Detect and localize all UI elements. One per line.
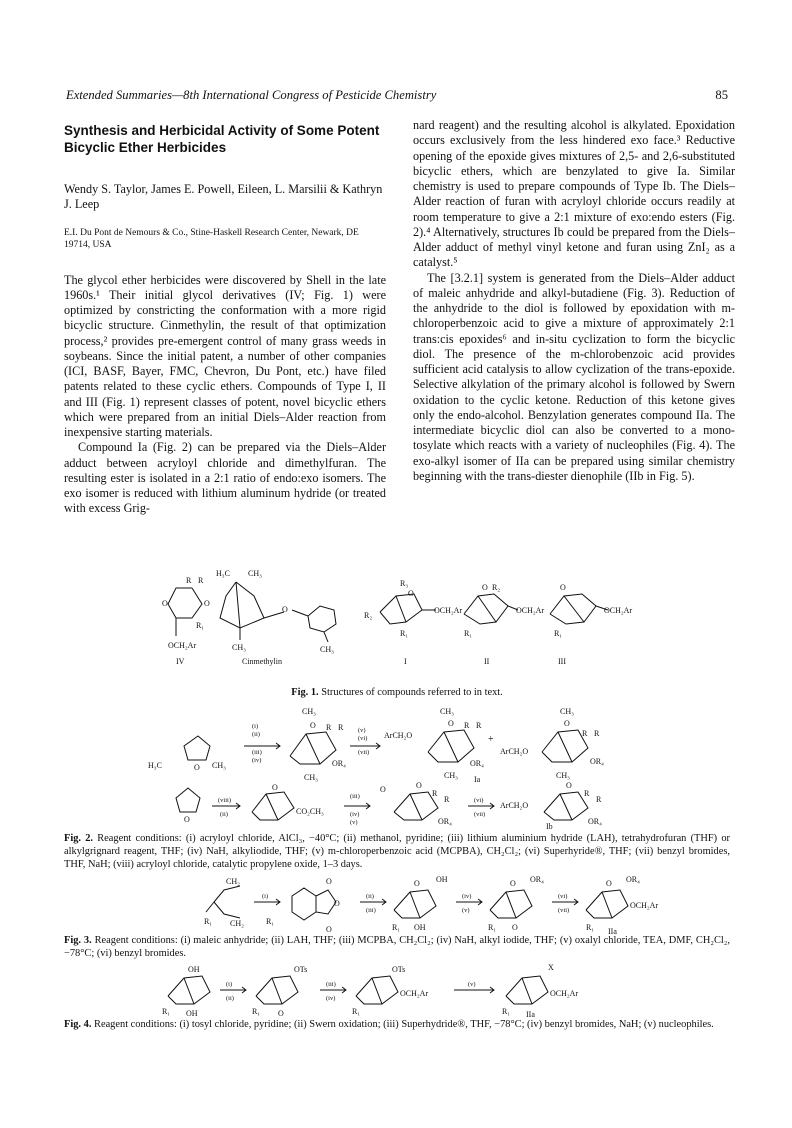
- label-r2: R₂: [492, 583, 501, 592]
- structure-label: (vi): [558, 893, 568, 900]
- figure-4-caption: [64, 1018, 730, 1031]
- compound-i-structure: [364, 579, 462, 666]
- structure-label: CH₃: [212, 761, 226, 770]
- label-och2ar: OCH₂Ar: [434, 606, 463, 615]
- label-och2ar: OCH₂Ar: [516, 606, 545, 615]
- caption-text: Reagent conditions: (i) maleic anhydride; (ii) LAH, THF; (iii) MCPBA, CH₂Cl₂; (iv) NaH, alkyl iodide, THF; (v) oxalyl chloride, TEA, DMF, CH₂Cl₂, −78°C; (vi) benzyl bromides.: [64, 935, 730, 959]
- structure-label: (i): [262, 893, 269, 900]
- page-number: 85: [715, 88, 728, 102]
- structure-label: R₁: [252, 1007, 261, 1016]
- structure-label: (iii): [252, 749, 262, 756]
- structure-label: (iii): [350, 793, 360, 800]
- structure-label: (ii): [226, 995, 234, 1002]
- caption-label: Fig. 3.: [64, 935, 92, 946]
- structure-label: R: [584, 789, 590, 798]
- structure-label: (iii): [326, 981, 336, 988]
- caption-label: Fig. 2.: [64, 833, 94, 844]
- figure-2-caption: [64, 832, 730, 871]
- structure-label: (ii): [220, 811, 228, 818]
- structure-label: ArCH₂O: [500, 747, 529, 756]
- label-o: O: [482, 583, 488, 592]
- structure-label: O: [448, 719, 454, 728]
- structure-label: R₁: [392, 923, 401, 932]
- structure-label: (i): [252, 723, 259, 730]
- structure-label: CH₃: [440, 707, 454, 716]
- structure-label: O: [510, 879, 516, 888]
- structure-label: R₁: [488, 923, 497, 932]
- running-title: Extended Summaries—8th International Congress of Pesticide Chemistry: [66, 88, 437, 102]
- body-paragraph: The [3.2.1] system is generated from the Diels–Alder adduct of maleic anhydride and alkyl-butadiene (Fig. 3). Reduction of the anhydride to the diol is followed by epoxidation with m-chloroperbenzoic acid to give a mixture of approximately 2:1 trans:cis epoxides⁶ and in-situ cyclization to form the bicyclic diol. The presence of the m-chlorobenzoic acid provides sufficient acid catalysis to allow cyclization of the trans-epoxide. Selective alkylation of the primary alcohol is followed by Swern oxidation to the cyclic ketone. Reduction of this ketone gives only the endo-alcohol. Benzylation generates compound IIa. The intermediate bicyclic diol can also be converted to a mono-tosylate which reacts with a variety of nucleophiles (Fig. 4). The exo-alkyl isomer of IIa can be prepared using similar chemistry beginning with the trans-diester dienophile (IIb in Fig. 5).: [413, 270, 735, 483]
- structure-label: +: [488, 734, 494, 745]
- caption-label: Fig. 4.: [64, 1019, 92, 1030]
- label-iii: III: [558, 657, 566, 666]
- structure-label: O: [310, 721, 316, 730]
- label-r1: R₁: [400, 629, 409, 638]
- structure-label: R: [432, 789, 438, 798]
- structure-label: R₁: [162, 1007, 171, 1016]
- structure-label: O: [326, 925, 332, 934]
- structure-label: CH₃: [444, 771, 458, 780]
- structure-label: R₁: [204, 917, 213, 926]
- compound-ii-structure: [464, 583, 544, 666]
- structure-label: OH: [436, 875, 448, 884]
- label-ii: II: [484, 657, 490, 666]
- structure-label: CH₃: [302, 707, 316, 716]
- structure-label: O: [566, 781, 572, 790]
- figure-2-ib-label: [64, 819, 730, 831]
- author-list: Wendy S. Taylor, James E. Powell, Eileen, L. Marsilii & Kathryn J. Leep: [64, 182, 383, 212]
- label-r3: R₃: [400, 579, 409, 588]
- structure-label: (vi): [474, 797, 484, 804]
- structure-label: R₁: [352, 1007, 361, 1016]
- label-r: R: [186, 576, 192, 585]
- label-o: O: [408, 589, 414, 598]
- structure-label: (iv): [252, 757, 262, 764]
- structure-label: OH: [414, 923, 426, 932]
- structure-label: O: [380, 785, 386, 794]
- structure-label: OR₄: [626, 875, 640, 884]
- caption-text: Reagent conditions: (i) tosyl chloride, pyridine; (ii) Swern oxidation; (iii) Superhydride®, THF, −78°C; (iv) benzyl bromides, NaH; (v) nucleophiles.: [94, 1019, 714, 1030]
- structure-label: H₃C: [148, 761, 162, 770]
- structure-label: OH: [188, 965, 200, 974]
- structure-label: O: [278, 1009, 284, 1018]
- structure-label: OR₄: [530, 875, 544, 884]
- structure-label: (v): [358, 727, 366, 734]
- structure-label: O: [606, 879, 612, 888]
- structure-label: OR₄: [470, 759, 484, 768]
- structure-label: R₁: [266, 917, 275, 926]
- caption-text: Structures of compounds referred to in text.: [321, 687, 503, 698]
- cinmethylin-structure: [216, 569, 336, 666]
- structure-label: (iv): [350, 811, 360, 818]
- structure-label: R: [444, 795, 450, 804]
- label-r: R: [198, 576, 204, 585]
- figure-4-scheme: [64, 962, 730, 1018]
- structure-label: R: [476, 721, 482, 730]
- label-och2ar: OCH₂Ar: [168, 641, 197, 650]
- label-ch3: CH₃: [232, 643, 246, 652]
- structure-label: OCH₂Ar: [550, 989, 579, 998]
- label-r1: R₁: [464, 629, 473, 638]
- structure-label: OTs: [294, 965, 308, 974]
- figure-3-caption: [64, 934, 730, 960]
- structure-label: CO₂CH₃: [296, 807, 324, 816]
- label-i: I: [404, 657, 407, 666]
- structure-label: O: [184, 815, 190, 824]
- label-o: O: [162, 599, 168, 608]
- affiliation: E.I. Du Pont de Nemours & Co., Stine-Haskell Research Center, Newark, DE 19714, USA: [64, 227, 359, 250]
- caption-text: Reagent conditions: (i) acryloyl chloride, AlCl₃, −40°C; (ii) methanol, pyridine; (iii) lithium aluminium hydride (LAH), tetrahydrofuran (THF) or alkylgrignard reagent, THF; (iv) NaH, alkyliodide, THF; (v) m-chloroperbenzoic acid (MCPBA), CH₂Cl₂; (vi) Superhyride®, THF; (vii) benzyl bromides, THF, NaH; (viii) acryloyl chloride, catalytic propylene oxide, 1–3 days.: [64, 833, 730, 870]
- structure-label: (vii): [474, 811, 486, 818]
- structure-label: R: [582, 729, 588, 738]
- label-ch3: CH₃: [248, 569, 262, 578]
- structure-label: (viii): [218, 797, 231, 804]
- structure-label: R: [338, 723, 344, 732]
- structure-label: ArCH₂O: [384, 731, 413, 740]
- structure-label: O: [194, 763, 200, 772]
- structure-label: R: [594, 729, 600, 738]
- structure-label: CH₃: [560, 707, 574, 716]
- figure-1-structures: [64, 566, 730, 686]
- label-r2: R₂: [364, 611, 373, 620]
- structure-label: CH₃: [556, 771, 570, 780]
- structure-label: OR₄: [332, 759, 346, 768]
- structure-label: O: [414, 879, 420, 888]
- label-o: O: [282, 605, 288, 614]
- figure-2-scheme: [64, 702, 730, 830]
- structure-label: O: [326, 877, 332, 886]
- structure-label: O: [416, 781, 422, 790]
- structure-label: OH: [186, 1009, 198, 1018]
- label-iia: IIa: [608, 927, 617, 936]
- figure-3-scheme: [64, 872, 730, 936]
- structure-label: ArCH₂O: [500, 801, 529, 810]
- structure-label: (vi): [358, 735, 368, 742]
- label-iia: IIa: [526, 1010, 535, 1018]
- structure-label: OR₄: [588, 817, 602, 826]
- structure-label: (v): [462, 907, 470, 914]
- structure-label: O: [272, 783, 278, 792]
- structure-label: (v): [350, 819, 358, 826]
- left-column: [64, 118, 386, 517]
- label-och2ar: OCH₂Ar: [604, 606, 633, 615]
- structure-label: R₁: [502, 1007, 511, 1016]
- label-r1: R₁: [554, 629, 563, 638]
- label-o: O: [204, 599, 210, 608]
- label-iv: IV: [176, 657, 185, 666]
- structure-label: OR₄: [590, 757, 604, 766]
- body-paragraph: nard reagent) and the resulting alcohol is alkylated. Epoxidation occurs exclusively from the less hindered exo face.³ Reductive opening of the epoxide gives mixtures of 2,5- and 2,6-substituted bicyclic ethers, which are benzylated to give Ia. Similar chemistry is used to prepare compounds of Type Ib. The Diels–Alder reaction of furan with acryloyl chloride occurs readily at room temperature to give a 2:1 mixture of exo:endo esters (Fig. 2).⁴ Alternatively, structures Ib could be prepared from the Diels–Alder adduct of methyl vinyl ketone and furan using ZnI₂ as a catalyst.⁵: [413, 118, 735, 270]
- figure-1-caption: [64, 686, 730, 699]
- body-paragraph: Compound Ia (Fig. 2) can be prepared via the Diels–Alder adduct between acryloyl chloride and dimethylfuran. The resulting ester is isolated in a 2:1 ratio of endo:exo isomers. The exo isomer is reduced with lithium aluminum hydride (or treated with excess Grig-: [64, 440, 386, 516]
- structure-label: CH₂: [226, 877, 240, 886]
- structure-label: CH₃: [304, 773, 318, 782]
- structure-label: (i): [226, 981, 233, 988]
- structure-label: (ii): [252, 731, 260, 738]
- label-ib: Ib: [546, 822, 553, 831]
- structure-label: O: [564, 719, 570, 728]
- structure-label: (vii): [558, 907, 570, 914]
- label-cinmethylin: Cinmethylin: [242, 657, 282, 666]
- article-title: Synthesis and Herbicidal Activity of Some Potent Bicyclic Ether Herbicides: [64, 123, 380, 155]
- structure-label: CH₂: [230, 919, 244, 928]
- structure-label: R₁: [586, 923, 595, 932]
- structure-label: X: [548, 963, 554, 972]
- structure-label: R: [464, 721, 470, 730]
- structure-label: (iv): [462, 893, 472, 900]
- compound-iii-structure: [550, 583, 632, 666]
- structure-label: (v): [468, 981, 476, 988]
- right-column: [413, 118, 735, 484]
- structure-label: O: [512, 923, 518, 932]
- caption-label: Fig. 1.: [291, 687, 319, 698]
- structure-label: R: [596, 795, 602, 804]
- structure-label: O: [334, 899, 340, 908]
- structure-label: (iii): [366, 907, 376, 914]
- compound-iv-structure: [162, 576, 210, 666]
- structure-label: OR₄: [438, 817, 452, 826]
- structure-label: (ii): [366, 893, 374, 900]
- structure-label: (vii): [358, 749, 370, 756]
- label-ia: Ia: [474, 775, 481, 784]
- structure-label: OTs: [392, 965, 406, 974]
- label-r1: R₁: [196, 621, 205, 630]
- structure-label: R: [326, 723, 332, 732]
- structure-label: OCH₂Ar: [400, 989, 429, 998]
- label-o: O: [560, 583, 566, 592]
- structure-label: OCH₂Ar: [630, 901, 659, 910]
- running-header: [66, 88, 728, 103]
- body-paragraph: The glycol ether herbicides were discovered by Shell in the late 1960s.¹ Their initial glycol derivatives (IV; Fig. 1) were optimized by constricting the conformation with a more rigid bicyclic structure. Cinmethylin, the result of that optimization process,² provides pre-emergent control of many grass weeds in soybeans. Since the initial patent, a number of other companies (ICI, BASF, Bayer, FMC, Chevron, Du Pont, etc.) have filed patents related to these cyclic ethers. Compounds of Type I, II and III (Fig. 1) represent classes of potent, novel bicyclic ethers which were prepared from an initial Diels–Alder reaction from inexpensive starting materials.: [64, 272, 386, 439]
- label-h3c: H₃C: [216, 569, 230, 578]
- structure-label: (iv): [326, 995, 336, 1002]
- label-ch3: CH₃: [320, 645, 334, 654]
